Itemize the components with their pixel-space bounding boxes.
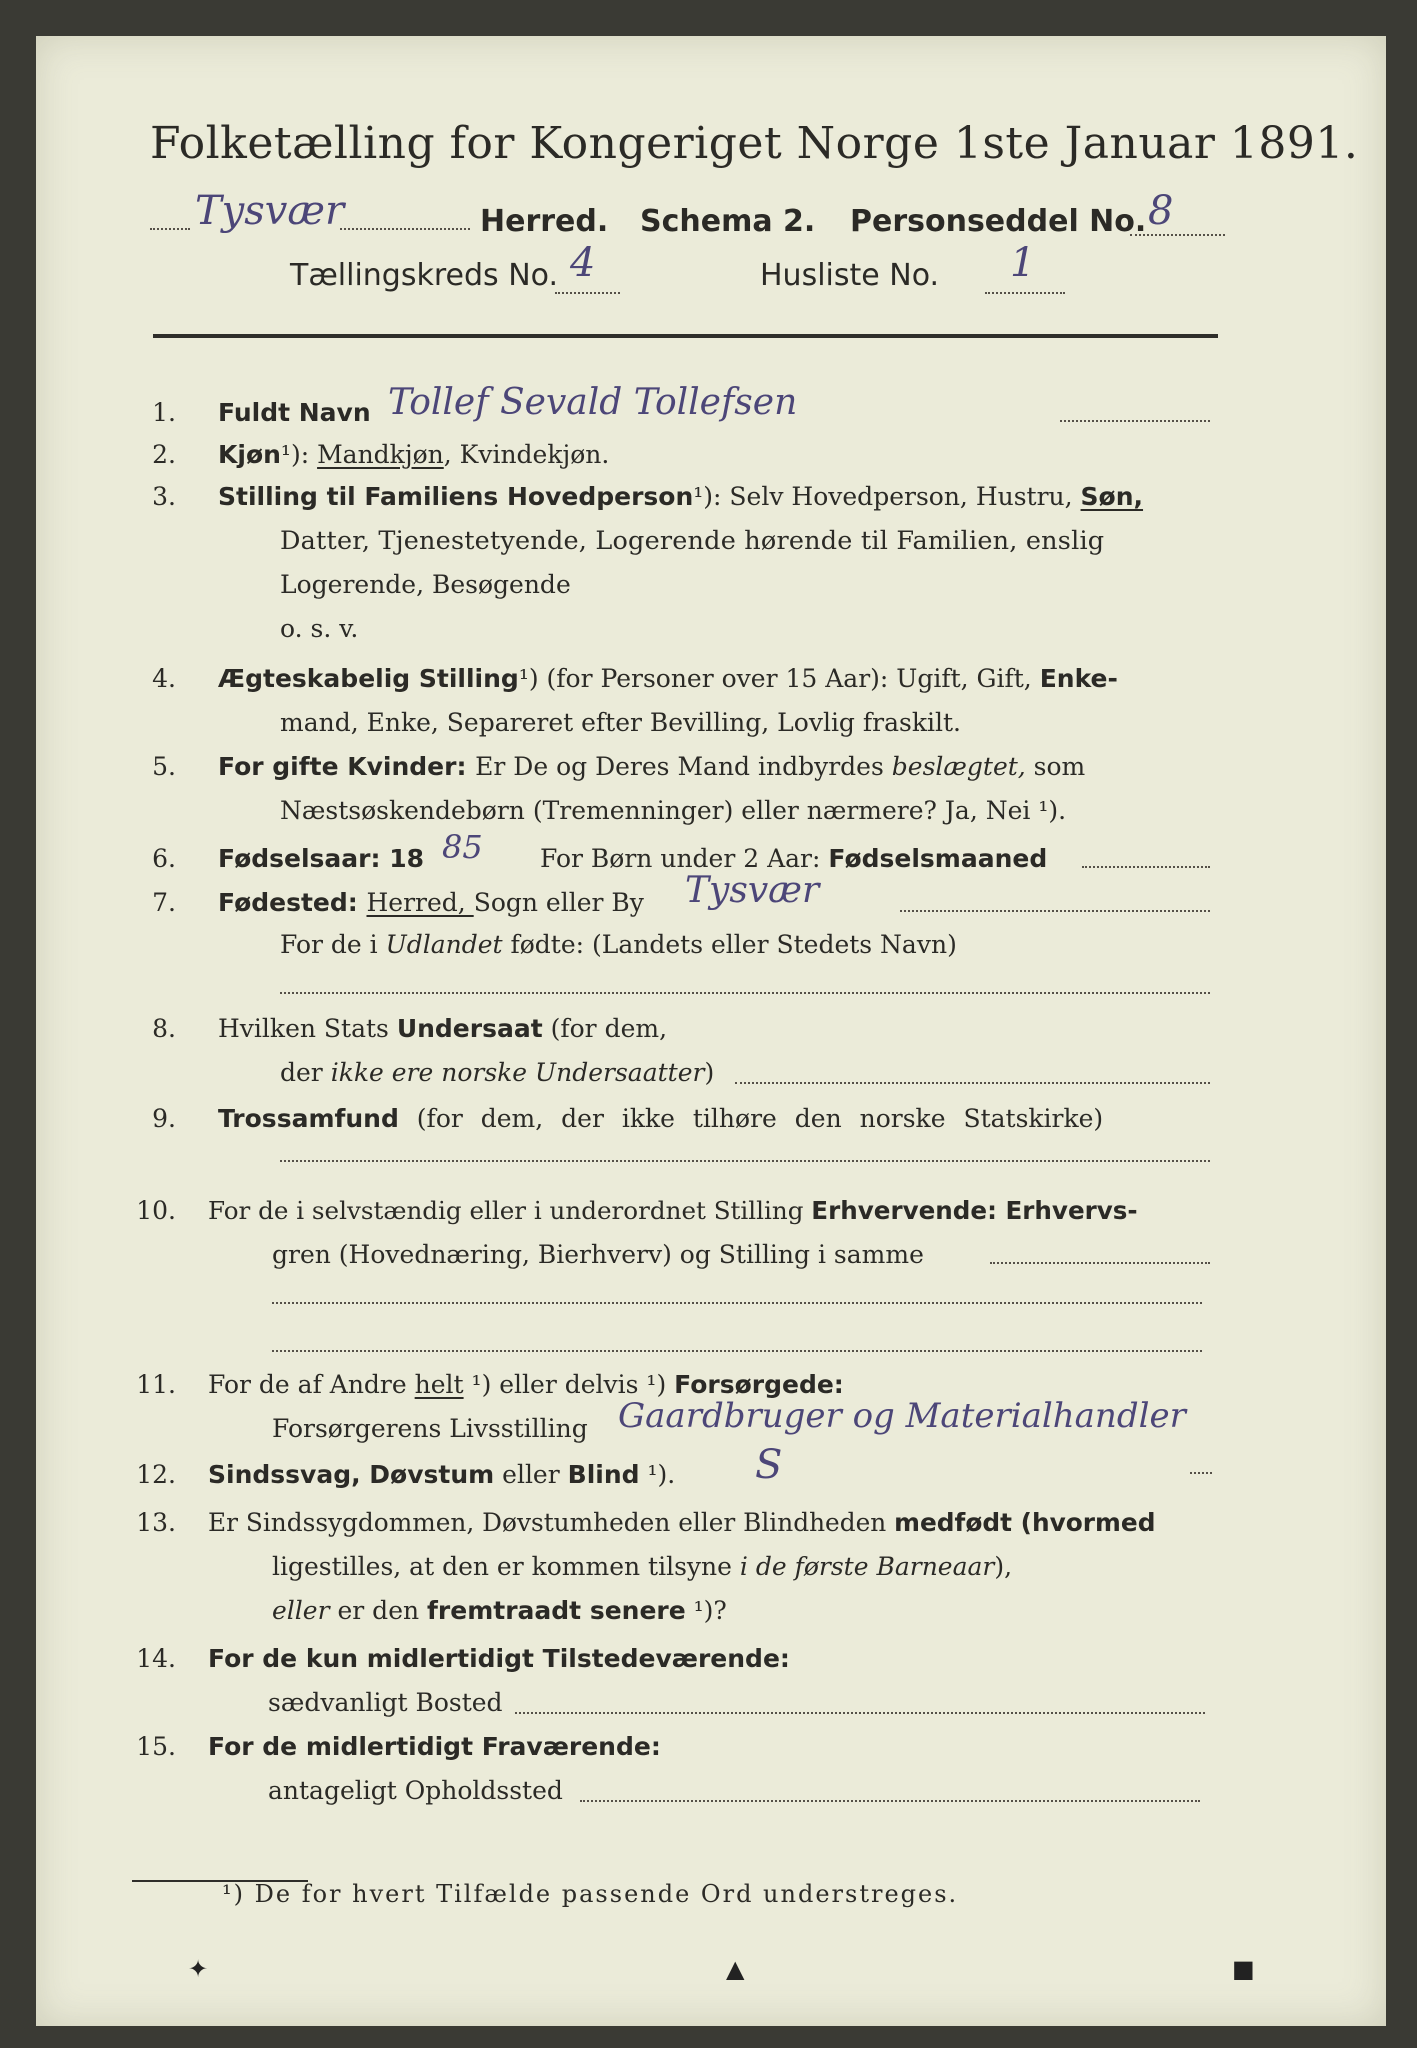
q9-fill-line <box>280 1160 1210 1162</box>
q14-fill-line <box>515 1712 1205 1714</box>
q15-number: 15. <box>136 1732 176 1761</box>
personseddel-fill-line <box>1130 234 1225 236</box>
husliste-value: 1 <box>1010 240 1036 286</box>
q10-number: 10. <box>136 1196 176 1225</box>
binding-mark-center-icon: ▲ <box>726 1955 745 1983</box>
q10-fill-line-3 <box>272 1350 1202 1352</box>
q3-line-2: Datter, Tjenestetyende, Logerende hørende til Familien, enslig <box>280 526 1105 556</box>
q14-number: 14. <box>136 1644 176 1673</box>
q3-number: 3. <box>152 482 176 511</box>
q6-fill-line <box>1082 866 1210 868</box>
q2-selected-mandkjon: Mandkjøn <box>317 440 444 469</box>
herred-label: Herred. <box>480 204 609 239</box>
q10-fill-line-1 <box>990 1262 1210 1264</box>
herred-fill-line <box>150 228 190 230</box>
q1-fill-line <box>1060 420 1210 422</box>
q15-line-2: antageligt Opholdssted <box>268 1776 563 1805</box>
q3-line-4: o. s. v. <box>280 614 359 643</box>
q14-line-1: For de kun midlertidigt Tilstedeværende: <box>208 1644 790 1673</box>
form-title: Folketælling for Kongeriget Norge 1ste Januar 1891. <box>150 118 1359 169</box>
schema-label: Schema 2. <box>640 204 816 239</box>
q12-fill-line <box>1190 1472 1212 1474</box>
personseddel-label: Personseddel No. <box>850 204 1147 239</box>
q7-foreign-fill-line <box>280 992 1210 994</box>
husliste-label: Husliste No. <box>760 258 940 293</box>
husliste-fill-line <box>985 292 1065 294</box>
q4-line-2: mand, Enke, Separeret efter Bevilling, Lovlig fraskilt. <box>280 708 961 737</box>
q8-line-2: der ikke ere norske Undersaatter) <box>280 1058 715 1087</box>
q9-number: 9. <box>152 1104 176 1133</box>
q4-line-1: Ægteskabelig Stilling¹) (for Personer over 15 Aar): Ugift, Gift, Enke- <box>218 664 1118 693</box>
q5-number: 5. <box>152 752 176 781</box>
q13-line-1: Er Sindssygdommen, Døvstumheden eller Blindheden medfødt (hvormed <box>208 1508 1156 1537</box>
kreds-label: Tællingskreds No. <box>290 258 558 293</box>
q11-line-1: For de af Andre helt ¹) eller delvis ¹) Forsørgede: <box>208 1370 844 1399</box>
q8-line-1: Hvilken Stats Undersaat (for dem, <box>218 1014 668 1043</box>
q7-number: 7. <box>152 888 176 917</box>
q12-line-1: Sindssvag, Døvstum eller Blind ¹). <box>208 1460 676 1489</box>
q7-fill-line <box>900 910 1210 912</box>
herred-value: Tysvær <box>195 188 345 234</box>
q11-number: 11. <box>136 1370 176 1399</box>
q3-selected-son: Søn, <box>1080 482 1144 511</box>
q13-line-2: ligestilles, at den er kommen tilsyne i de første Barneaar), <box>272 1552 1013 1581</box>
q2-text: Kjøn¹): Mandkjøn, Kvindekjøn. <box>218 440 610 469</box>
q14-line-2: sædvanligt Bosted <box>268 1688 503 1717</box>
q2-number: 2. <box>152 440 176 469</box>
q6-label: Fødselsaar: 18 <box>218 844 424 873</box>
q1-label: Fuldt Navn <box>218 398 371 427</box>
herred-fill-line-2 <box>340 228 470 230</box>
q13-number: 13. <box>136 1508 176 1537</box>
q10-line-1: For de i selvstændig eller i underordnet Stilling Erhvervende: Erhvervs- <box>208 1196 1138 1225</box>
q3-line-1: Stilling til Familiens Hovedperson¹): Selv Hovedperson, Hustru, Søn, <box>218 482 1144 511</box>
q5-line-1: For gifte Kvinder: Er De og Deres Mand indbyrdes beslægtet, som <box>218 752 1086 781</box>
q6-number: 6. <box>152 844 176 873</box>
q1-number: 1. <box>152 398 176 427</box>
header-rule <box>153 334 1218 338</box>
kreds-fill-line <box>555 292 620 294</box>
q1-value: Tollef Sevald Tollefsen <box>388 382 798 423</box>
q10-line-2: gren (Hovednæring, Bierhverv) og Stilling i samme <box>272 1240 924 1269</box>
q11-provider-occupation-value: Gaardbruger og Materialhandler <box>618 1396 1186 1436</box>
q4-number: 4. <box>152 664 176 693</box>
binding-mark-right-icon: ■ <box>1232 1955 1255 1983</box>
q7-birthplace-value: Tysvær <box>685 870 820 911</box>
q10-fill-line-2 <box>272 1302 1202 1304</box>
q6-infants: For Børn under 2 Aar: Fødselsmaaned <box>540 844 1048 873</box>
q3-line-3: Logerende, Besøgende <box>280 570 571 599</box>
q12-value: S <box>755 1442 783 1488</box>
q12-number: 12. <box>136 1460 176 1489</box>
q11-line-2: Forsørgerens Livsstilling <box>272 1414 588 1443</box>
q8-number: 8. <box>152 1014 176 1043</box>
q15-line-1: For de midlertidigt Fraværende: <box>208 1732 661 1761</box>
q6-birth-year-value: 85 <box>442 828 483 866</box>
q7-line-1: Fødested: Herred, Sogn eller By <box>218 888 644 917</box>
q8-fill-line <box>735 1082 1210 1084</box>
q13-line-3: eller er den fremtraadt senere ¹)? <box>272 1596 727 1625</box>
footnote: ¹) De for hvert Tilfælde passende Ord understreges. <box>222 1880 959 1908</box>
binding-mark-left-icon: ✦ <box>188 1955 209 1983</box>
personseddel-value: 8 <box>1148 188 1174 234</box>
q5-line-2: Næstsøskendebørn (Tremenninger) eller nærmere? Ja, Nei ¹). <box>280 796 1067 825</box>
q9-line-1: Trossamfund (for dem, der ikke tilhøre den norske Statskirke) <box>218 1104 1104 1133</box>
q7-line-2: For de i Udlandet fødte: (Landets eller Stedets Navn) <box>280 930 957 959</box>
kreds-value: 4 <box>570 240 596 286</box>
q15-fill-line <box>580 1800 1200 1802</box>
